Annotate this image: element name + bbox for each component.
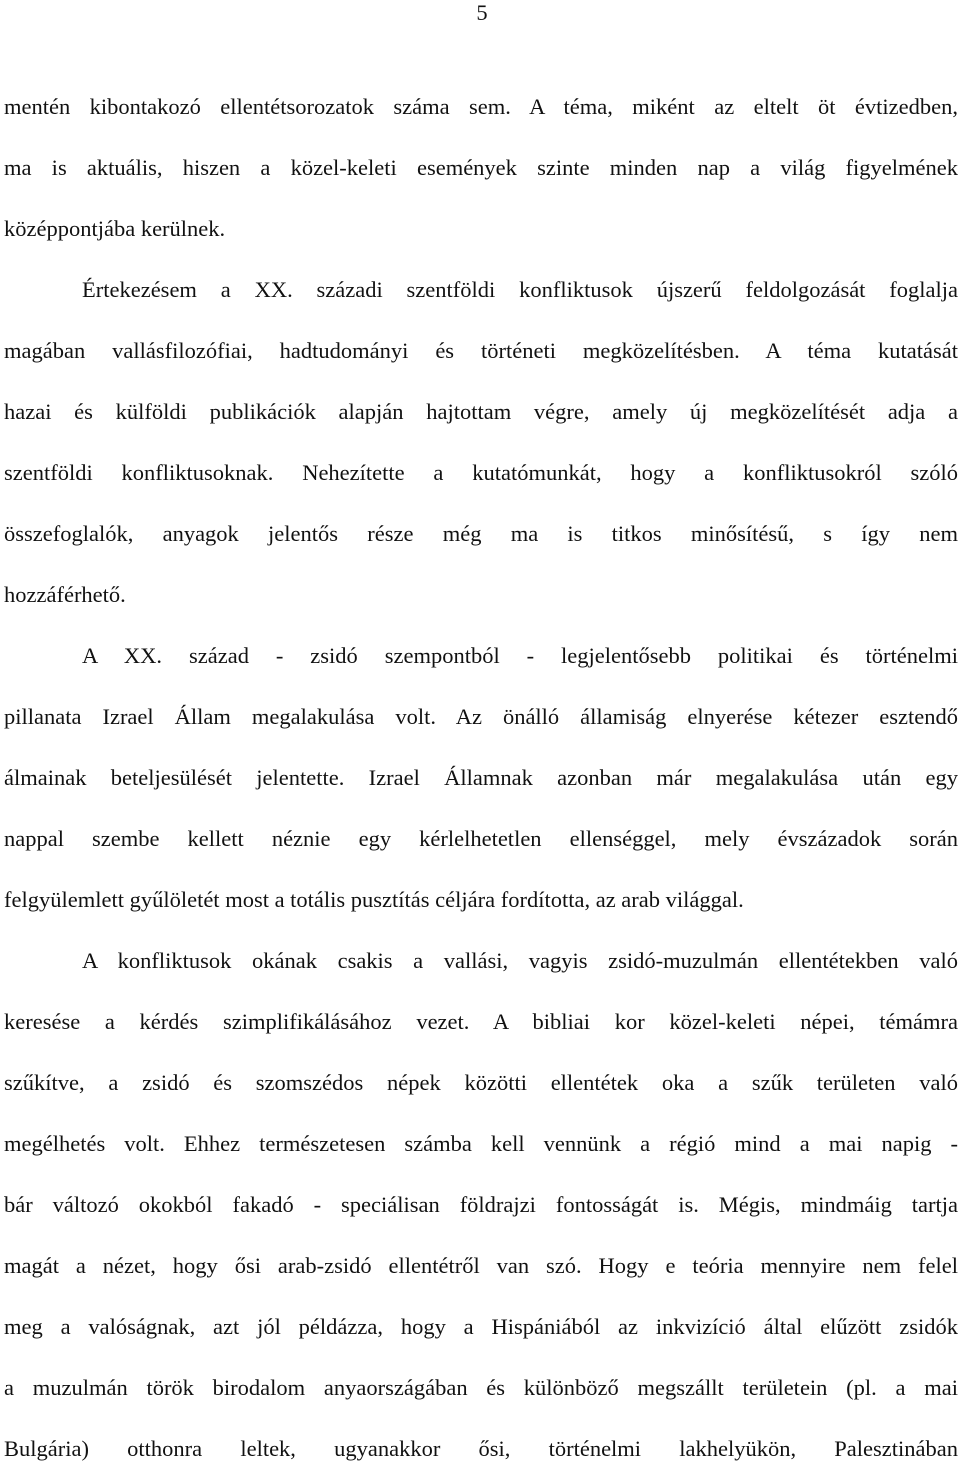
text-line: hazai és külföldi publikációk alapján hajtottam végre, amely új megközelítését adja a <box>4 399 958 424</box>
text-line: középpontjába kerülnek. <box>4 216 226 241</box>
text-line: felgyülemlett gyűlöletét most a totális pusztítás céljára fordította, az arab világgal. <box>4 887 744 912</box>
text-line: keresése a kérdés szimplifikálásához vezet. A bibliai kor közel-keleti népei, témámra <box>4 1009 958 1034</box>
text-line: hozzáférhető. <box>4 582 126 607</box>
text-line: mentén kibontakozó ellentétsorozatok száma sem. A téma, miként az eltelt öt évtizedben, <box>4 94 958 119</box>
text-line: a muzulmán török birodalom anyaországában és különböző megszállt területein (pl. a mai <box>4 1375 958 1400</box>
text-line: összefoglalók, anyagok jelentős része még ma is titkos minősítésű, s így nem <box>4 521 958 546</box>
text-line: pillanata Izrael Állam megalakulása volt. Az önálló államiság elnyerése kétezer esztendő <box>4 704 958 729</box>
text-line: meg a valóságnak, azt jól példázza, hogy a Hispániából az inkvizíció által elűzött zsidók <box>4 1314 958 1339</box>
text-line: nappal szembe kellett néznie egy kérlelhetetlen ellenséggel, mely évszázadok során <box>4 826 958 851</box>
text-line: Értekezésem a XX. századi szentföldi konfliktusok újszerű feldolgozását foglalja <box>82 277 958 302</box>
text-line: szentföldi konfliktusoknak. Nehezítette a kutatómunkát, hogy a konfliktusokról szóló <box>4 460 958 485</box>
text-line: magát a nézet, hogy ősi arab-zsidó ellentétről van szó. Hogy e teória mennyire nem felel <box>4 1253 958 1278</box>
page-number: 5 <box>476 0 488 25</box>
text-line: bár változó okokból fakadó - speciálisan földrajzi fontosságát is. Mégis, mindmáig tartja <box>4 1192 958 1217</box>
text-line: Bulgária) otthonra leltek, ugyanakkor ősi, történelmi lakhelyükön, Palesztinában <box>4 1436 958 1461</box>
text-line: megélhetés volt. Ehhez természetesen számba kell vennünk a régió mind a mai napig - <box>4 1131 958 1156</box>
text-line: álmainak beteljesülését jelentette. Izrael Államnak azonban már megalakulása után egy <box>4 765 958 790</box>
text-line: szűkítve, a zsidó és szomszédos népek közötti ellentétek oka a szűk területen való <box>4 1070 958 1095</box>
text-line: ma is aktuális, hiszen a közel-keleti események szinte minden nap a világ figyelmének <box>4 155 958 180</box>
text-line: A konfliktusok okának csakis a vallási, vagyis zsidó-muzulmán ellentétekben való <box>82 948 958 973</box>
text-line: A XX. század - zsidó szempontból - legjelentősebb politikai és történelmi <box>82 643 958 668</box>
text-line: magában vallásfilozófiai, hadtudományi és történeti megközelítésben. A téma kutatását <box>4 338 958 363</box>
